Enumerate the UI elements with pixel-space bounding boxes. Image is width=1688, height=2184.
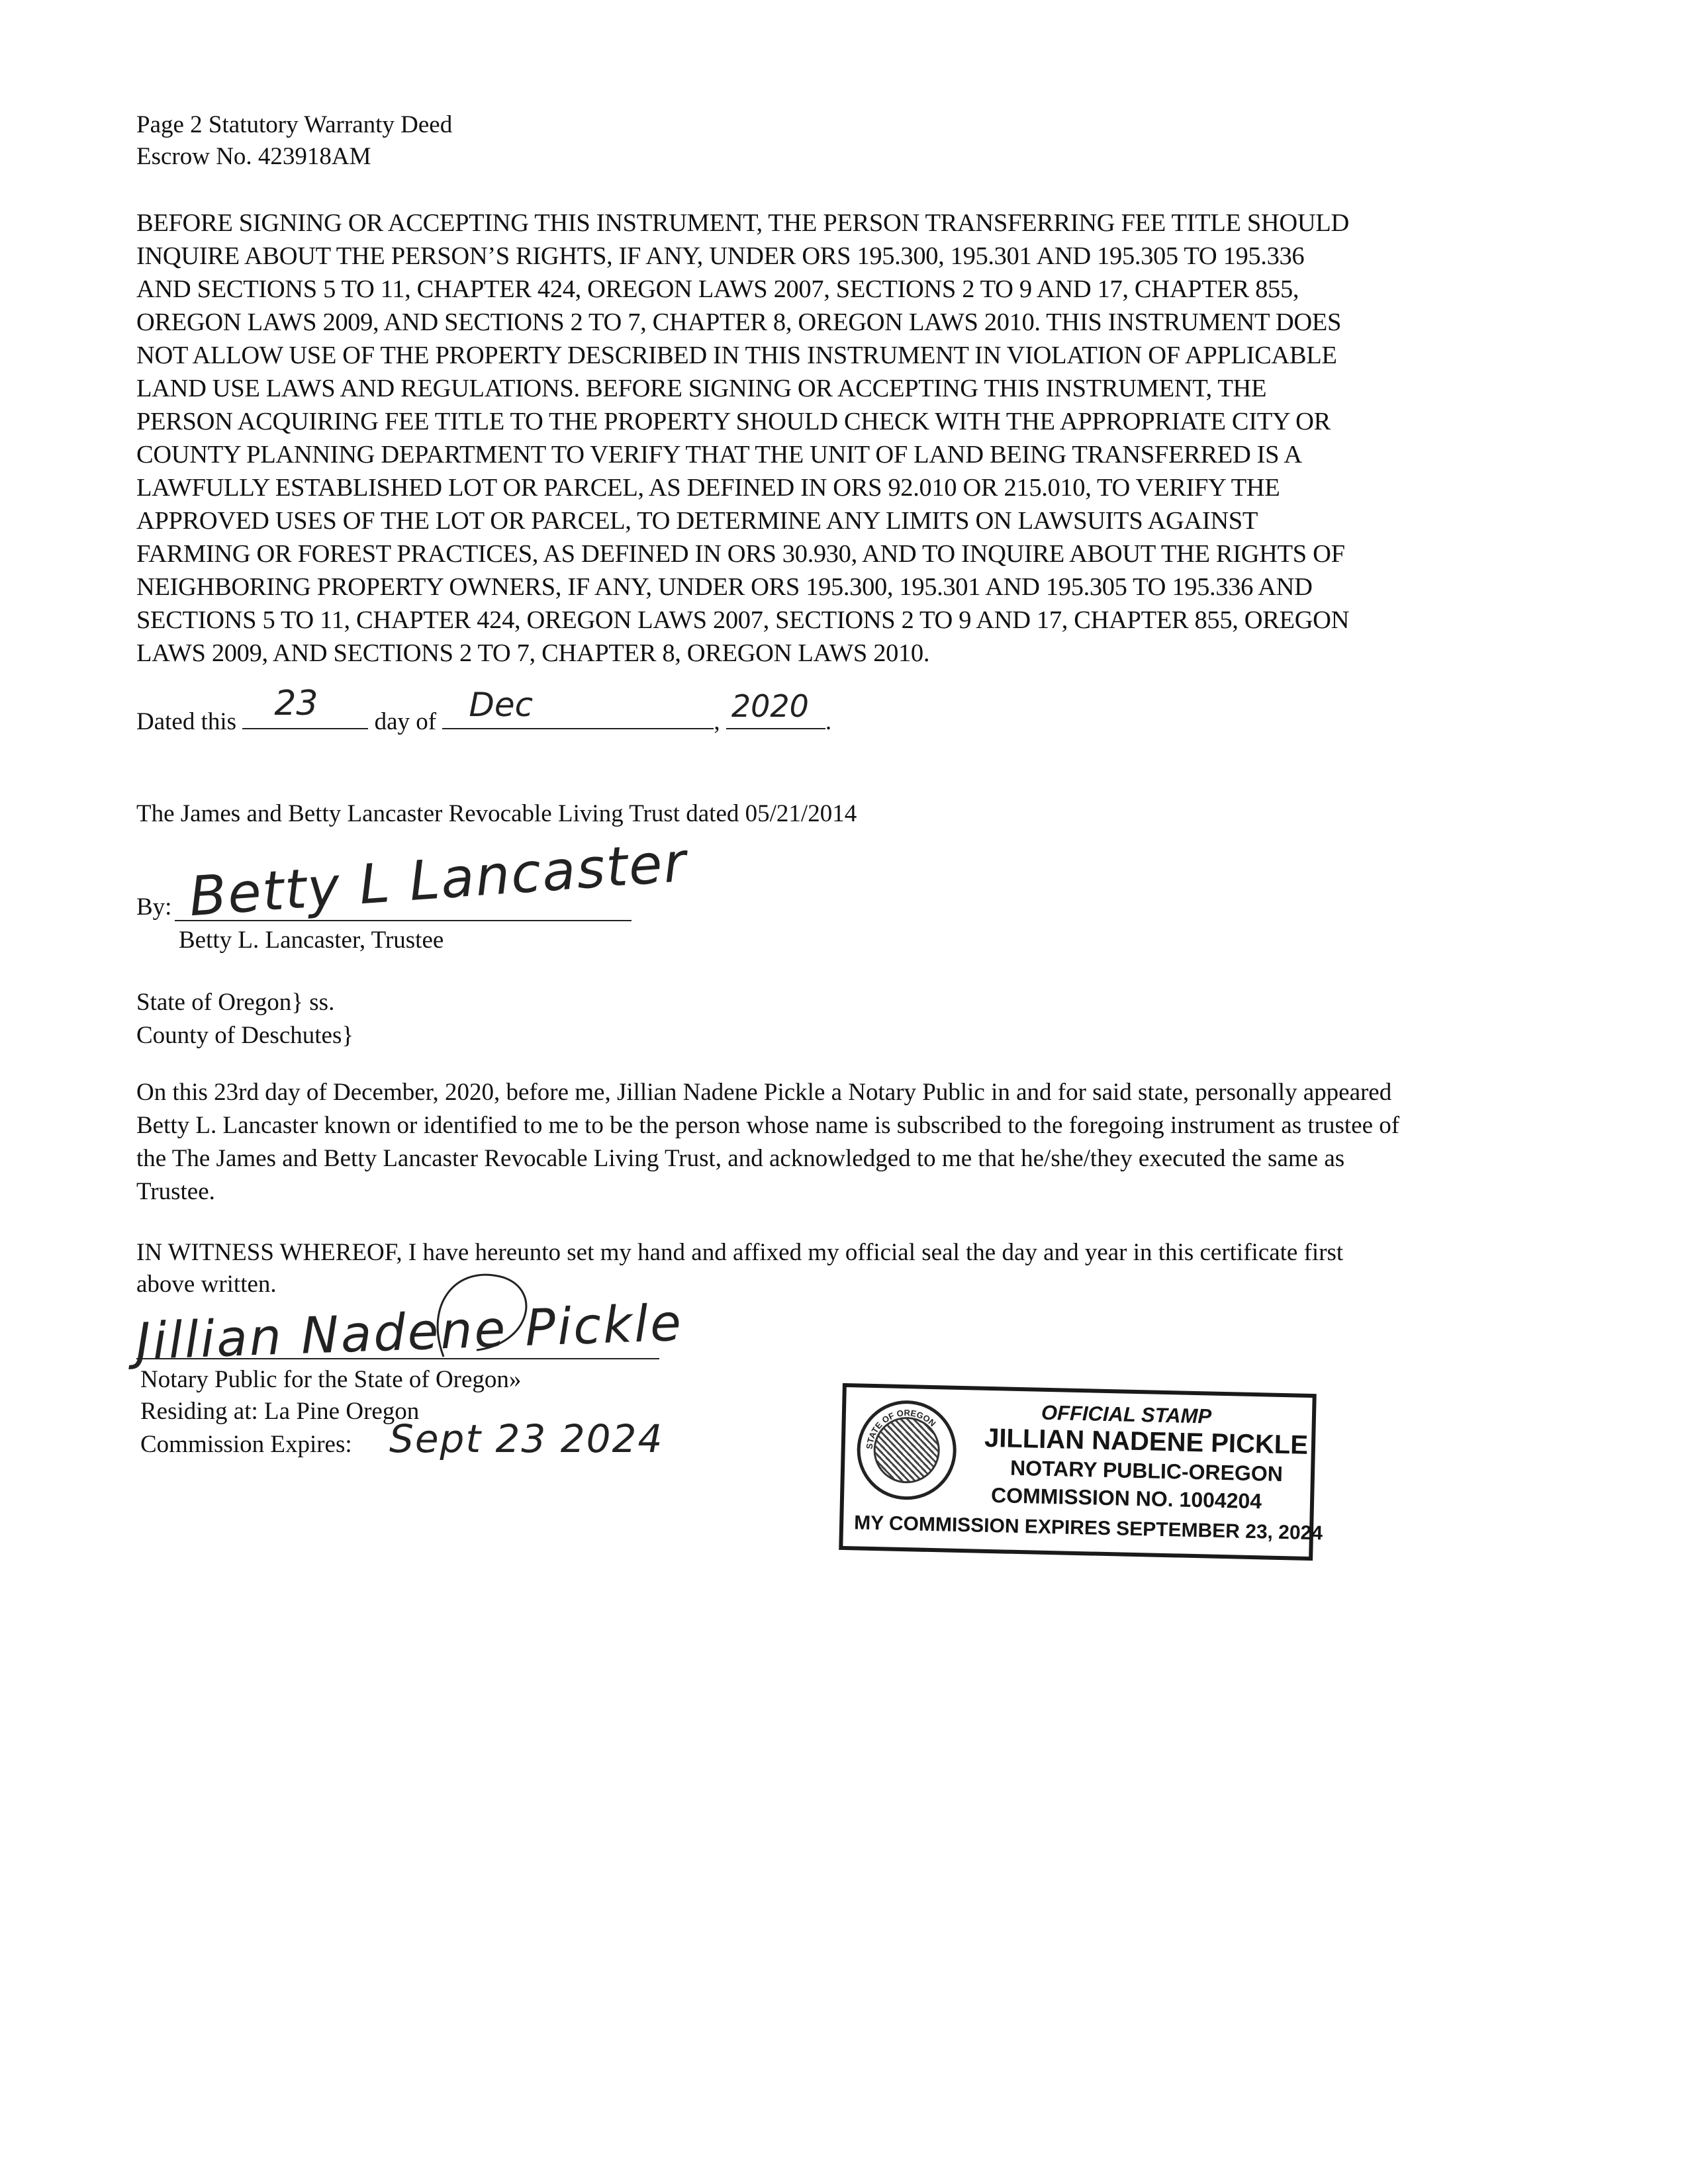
document-header xyxy=(136,109,452,173)
warning-line: AND SECTIONS 5 TO 11, CHAPTER 424, OREGON LAWS 2007, SECTIONS 2 TO 9 AND 17, CHAPTER 855, xyxy=(136,275,1299,303)
warning-line: LAWS 2009, AND SECTIONS 2 TO 7, CHAPTER 8, OREGON LAWS 2010. xyxy=(136,639,930,667)
statutory-warning xyxy=(136,206,1553,670)
trustee-signature: Betty L Lancaster xyxy=(187,831,690,929)
seal-text-ring xyxy=(859,1403,954,1498)
warning-line: BEFORE SIGNING OR ACCEPTING THIS INSTRUMENT, THE PERSON TRANSFERRING FEE TITLE SHOULD xyxy=(136,209,1349,237)
commission-label: Commission Expires: xyxy=(140,1431,352,1458)
dated-comma: , xyxy=(714,708,720,735)
warning-line: NEIGHBORING PROPERTY OWNERS, IF ANY, UNDER ORS 195.300, 195.301 AND 195.305 TO 195.336 AND xyxy=(136,573,1313,601)
venue-county: County of Deschutes} xyxy=(136,1022,354,1049)
warning-line: OREGON LAWS 2009, AND SECTIONS 2 TO 7, CHAPTER 8, OREGON LAWS 2010. THIS INSTRUMENT DOES xyxy=(136,308,1342,336)
year-blank xyxy=(726,688,825,729)
day-handwritten: 23 xyxy=(274,684,318,723)
stamp-commission-number: COMMISSION NO. 1004204 xyxy=(990,1483,1262,1514)
signature-flourish xyxy=(417,1264,549,1370)
warning-line: PERSON ACQUIRING FEE TITLE TO THE PROPERTY SHOULD CHECK WITH THE APPROPRIATE CITY OR xyxy=(136,408,1331,435)
stamp-notary-name: JILLIAN NADENE PICKLE xyxy=(984,1423,1309,1460)
day-blank xyxy=(242,684,368,729)
notary-residing: Residing at: La Pine Oregon xyxy=(140,1398,420,1425)
venue-state: State of Oregon} ss. xyxy=(136,989,335,1016)
dated-line xyxy=(136,684,832,739)
acknowledgment-line: Betty L. Lancaster known or identified to me to be the person whose name is subscribed to the foregoing instrument as trustee of xyxy=(136,1112,1400,1139)
warning-line: FARMING OR FOREST PRACTICES, AS DEFINED IN ORS 30.930, AND TO INQUIRE ABOUT THE RIGHTS OF xyxy=(136,540,1345,568)
dated-prefix: Dated this xyxy=(136,708,237,735)
page-title: Page 2 Statutory Warranty Deed xyxy=(136,111,453,138)
acknowledgment-line: Trustee. xyxy=(136,1178,215,1205)
notary-title: Notary Public for the State of Oregon» xyxy=(140,1366,522,1393)
signer-caption: Betty L. Lancaster, Trustee xyxy=(179,927,444,954)
month-handwritten: Dec xyxy=(469,686,534,724)
dated-period: . xyxy=(825,708,832,735)
stamp-heading: OFFICIAL STAMP xyxy=(1041,1400,1212,1428)
trust-name: The James and Betty Lancaster Revocable Living Trust dated 05/21/2014 xyxy=(136,800,857,827)
acknowledgment xyxy=(136,1076,1553,1208)
escrow-number: Escrow No. 423918AM xyxy=(136,143,371,170)
warning-line: LAWFULLY ESTABLISHED LOT OR PARCEL, AS DEFINED IN ORS 92.010 OR 215.010, TO VERIFY THE xyxy=(136,474,1280,502)
dated-middle: day of xyxy=(374,708,437,735)
witness-line-1: IN WITNESS WHEREOF, I have hereunto set my hand and affixed my official seal the day and year in this certificate first xyxy=(136,1239,1344,1266)
official-stamp xyxy=(839,1383,1323,1561)
acknowledgment-line: On this 23rd day of December, 2020, before me, Jillian Nadene Pickle a Notary Public in and for said state, personally appeared xyxy=(136,1079,1392,1106)
commission-handwritten: Sept 23 2024 xyxy=(389,1416,664,1461)
warning-line: INQUIRE ABOUT THE PERSON’S RIGHTS, IF ANY, UNDER ORS 195.300, 195.301 AND 195.305 TO 195.336 xyxy=(136,242,1305,270)
svg-text:STATE OF OREGON xyxy=(865,1407,939,1451)
warning-line: LAND USE LAWS AND REGULATIONS. BEFORE SIGNING OR ACCEPTING THIS INSTRUMENT, THE xyxy=(136,375,1267,402)
warning-line: NOT ALLOW USE OF THE PROPERTY DESCRIBED IN THIS INSTRUMENT IN VIOLATION OF APPLICABLE xyxy=(136,341,1337,369)
warning-line: SECTIONS 5 TO 11, CHAPTER 424, OREGON LAWS 2007, SECTIONS 2 TO 9 AND 17, CHAPTER 855, OREGON xyxy=(136,606,1350,634)
stamp-notary-title: NOTARY PUBLIC-OREGON xyxy=(1009,1455,1284,1486)
year-handwritten: 2020 xyxy=(731,688,809,724)
warning-line: COUNTY PLANNING DEPARTMENT TO VERIFY THAT THE UNIT OF LAND BEING TRANSFERRED IS A xyxy=(136,441,1302,469)
witness-line-2: above written. xyxy=(136,1271,277,1298)
stamp-expiration: MY COMMISSION EXPIRES SEPTEMBER 23, 2024 xyxy=(853,1512,1323,1545)
month-blank xyxy=(442,686,714,729)
acknowledgment-line: the The James and Betty Lancaster Revocable Living Trust, and acknowledged to me that he/she/they executed the same as xyxy=(136,1145,1345,1172)
state-seal-icon xyxy=(856,1399,957,1500)
by-label: By: xyxy=(136,893,172,921)
warning-line: APPROVED USES OF THE LOT OR PARCEL, TO DETERMINE ANY LIMITS ON LAWSUITS AGAINST xyxy=(136,507,1258,535)
notary-signature: Jillian Nadene Pickle xyxy=(134,1293,684,1371)
seal-text: STATE OF OREGON xyxy=(864,1408,938,1450)
